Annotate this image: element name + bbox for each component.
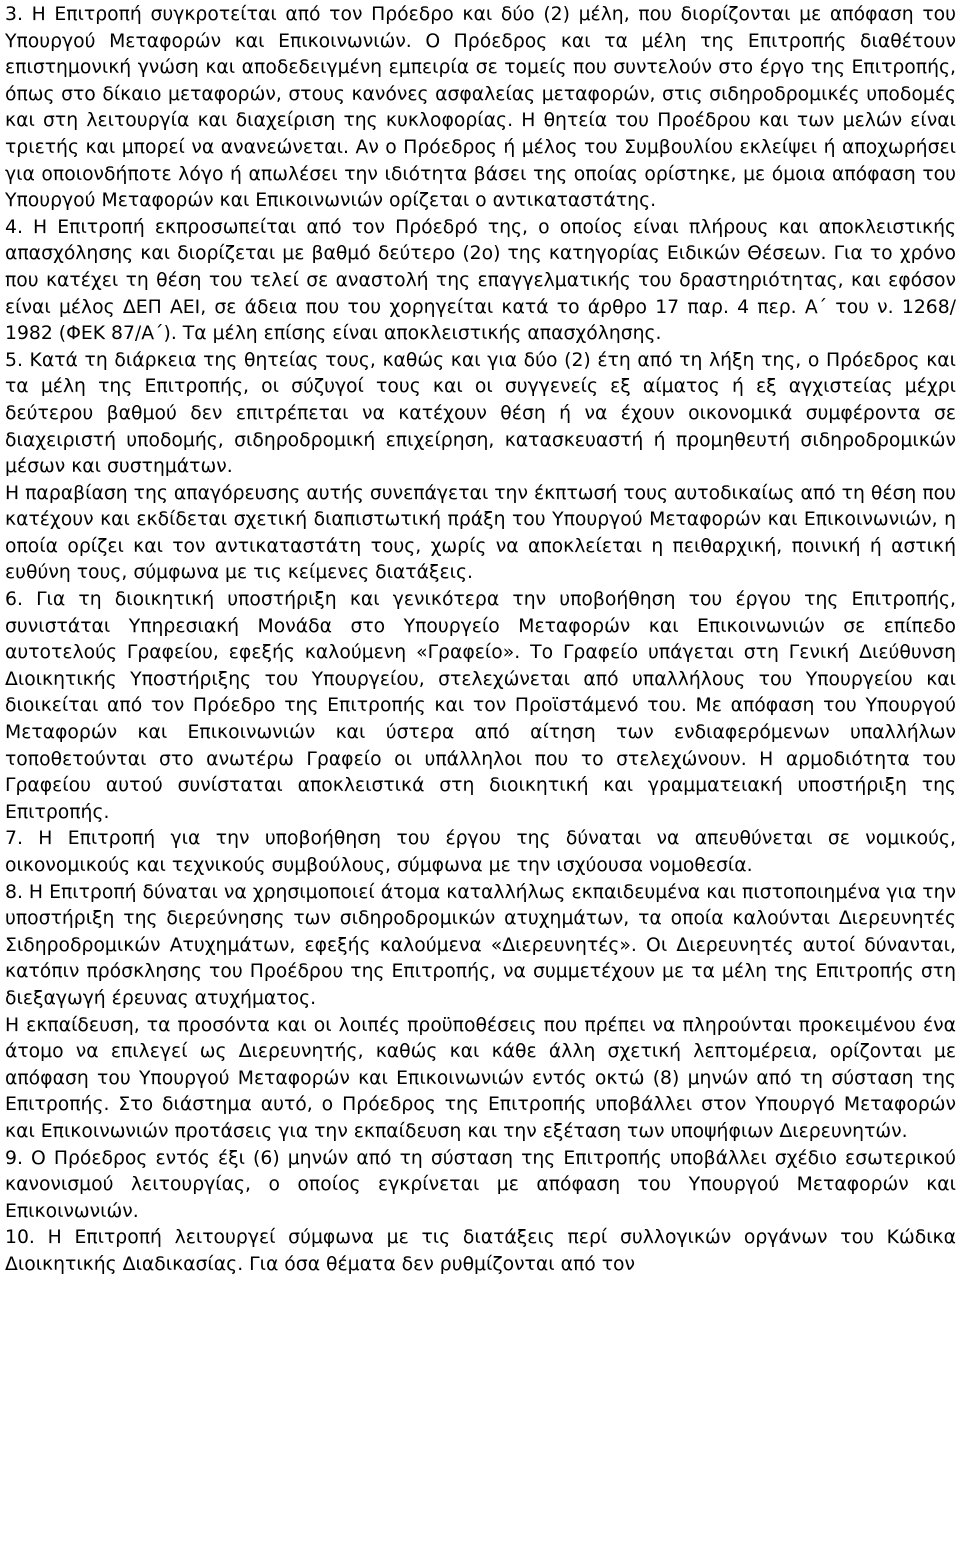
paragraph-6: 6. Για τη διοικητική υποστήριξη και γενικότερα την υποβοήθηση του έργου της Επιτροπής, συνιστάται Υπηρεσιακή Μονάδα στο Υπουργείο Μεταφορών και Επικοινωνιών σε επίπεδο αυτοτελούς Γραφείου, εφεξής καλούμενη «Γραφείο». Το Γραφείο υπάγεται στη Γενική Διεύθυνση Διοικητικής Υποστήριξης του Υπουργείου, στελεχώνεται από υπαλλήλους του Υπουργείου και διοικείται από τον Πρόεδρο της Επιτροπής και τον Προϊστάμενό του. Με απόφαση του Υπουργού Μεταφορών και Επικοινωνιών και ύστερα από αίτηση των ενδιαφερόμενων υπαλλήλων τοποθετούνται στο ανωτέρω Γραφείο οι υπάλληλοι που το στελεχώνουν. Η αρμοδιότητα του Γραφείου αυτού συνίσταται αποκλειστικά στη διοικητική και γραμματειακή υποστήριξη της Επιτροπής. — [5, 589, 956, 823]
paragraph-8-continued: Η εκπαίδευση, τα προσόντα και οι λοιπές προϋποθέσεις που πρέπει να πληρούνται προκειμένου ένα άτομο να επιλεγεί ως Διερευνητής, καθώς και κάθε άλλη σχετική λεπτομέρεια, ορίζονται με απόφαση του Υπουργού Μεταφορών και Επικοινωνιών εντός οκτώ (8) μηνών από τη σύσταση της Επιτροπής. Στο διάστημα αυτό, ο Πρόεδρος της Επιτροπής υποβάλλει στον Υπουργό Μεταφορών και Επικοινωνιών προτάσεις για την εκπαίδευση και την εξέταση των υποψήφιων Διερευνητών. — [5, 1014, 956, 1142]
paragraph-5-continued: Η παραβίαση της απαγόρευσης αυτής συνεπάγεται την έκπτωσή τους αυτοδικαίως από τη θέση που κατέχουν και εκδίδεται σχετική διαπιστωτική πράξη του Υπουργού Μεταφορών και Επικοινωνιών, η οποία ορίζει και τον αντικαταστάτη τους, χωρίς να αποκλείεται η πειθαρχική, ποινική ή αστική ευθύνη τους, σύμφωνα με τις κείμενες διατάξεις. — [5, 482, 956, 584]
paragraph-7: 7. Η Επιτροπή για την υποβοήθηση του έργου της δύναται να απευθύνεται σε νομικούς, οικονομικούς και τεχνικούς συμβούλους, σύμφωνα με την ισχύουσα νομοθεσία. — [5, 828, 956, 876]
paragraph-5: 5. Κατά τη διάρκεια της θητείας τους, καθώς και για δύο (2) έτη από τη λήξη της, ο Πρόεδρος και τα μέλη της Επιτροπής, οι σύζυγοί τους και οι συγγενείς εξ αίματος ή εξ αγχιστείας μέχρι δεύτερου βαθμού δεν επιτρέπεται να κατέχουν θέση ή να έχουν οικονομικά συμφέροντα σε διαχειριστή υποδομής, σιδηροδρομική επιχείρηση, κατασκευαστή ή προμηθευτή σιδηροδρομικών μέσων και συστημάτων. — [5, 349, 956, 478]
paragraph-3: 3. Η Επιτροπή συγκροτείται από τον Πρόεδρο και δύο (2) μέλη, που διορίζονται με απόφαση του Υπουργού Μεταφορών και Επικοινωνιών. Ο Πρόεδρος και τα μέλη της Επιτροπής διαθέτουν επιστημονική γνώση και αποδεδειγμένη εμπειρία σε τομείς που συντελούν στο έργο της Επιτροπής, όπως στο δίκαιο μεταφορών, στους κανόνες ασφαλείας μεταφορών, στις σιδηροδρομικές υποδομές και στη λειτουργία και διαχείριση της κυκλοφορίας. Η θητεία του Προέδρου και των μελών είναι τριετής και μπορεί να ανανεώνεται. Αν ο Πρόεδρος ή μέλος του Συμβουλίου εκλείψει ή αποχωρήσει για οποιονδήποτε λόγο ή απωλέσει την ιδιότητα βάσει της οποίας ορίστηκε, με όμοια απόφαση του Υπουργού Μεταφορών και Επικοινωνιών ορίζεται ο αντικαταστάτης. — [5, 4, 956, 212]
paragraph-8: 8. Η Επιτροπή δύναται να χρησιμοποιεί άτομα καταλλήλως εκπαιδευμένα και πιστοποιημένα για την υποστήριξη της διερεύνησης των σιδηροδρομικών ατυχημάτων, τα οποία καλούνται Διερευνητές Σιδηροδρομικών Ατυχημάτων, εφεξής καλούμενα «Διερευνητές». Οι Διερευνητές αυτοί δύνανται, κατόπιν πρόσκλησης του Προέδρου της Επιτροπής, να συμμετέχουν με τα μέλη της Επιτροπής στη διεξαγωγή έρευνας ατυχήματος. — [5, 881, 956, 1009]
paragraph-10: 10. Η Επιτροπή λειτουργεί σύμφωνα με τις διατάξεις περί συλλογικών οργάνων του Κώδικα Διοικητικής Διαδικασίας. Για όσα θέματα δεν ρυθμίζονται από τον — [5, 1227, 956, 1275]
paragraph-9: 9. Ο Πρόεδρος εντός έξι (6) μηνών από τη σύσταση της Επιτροπής υποβάλλει σχέδιο εσωτερικού κανονισμού λειτουργίας, ο οποίος εγκρίνεται με απόφαση του Υπουργού Μεταφορών και Επικοινωνιών. — [5, 1147, 956, 1222]
paragraph-4: 4. Η Επιτροπή εκπροσωπείται από τον Πρόεδρό της, ο οποίος είναι πλήρους και αποκλειστικής απασχόλησης και διορίζεται με βαθμό δεύτερο (2ο) της κατηγορίας Ειδικών Θέσεων. Για το χρόνο που κατέχει τη θέση του τελεί σε αναστολή της επαγγελματικής του δραστηριότητας, και εφόσον είναι μέλος ΔΕΠ ΑΕΙ, σε άδεια που του χορηγείται κατά το άρθρο 17 παρ. 4 περ. Α΄ του ν. 1268/ 1982 (ΦΕΚ 87/Α΄). Τα μέλη επίσης είναι αποκλειστικής απασχόλησης. — [5, 216, 956, 345]
